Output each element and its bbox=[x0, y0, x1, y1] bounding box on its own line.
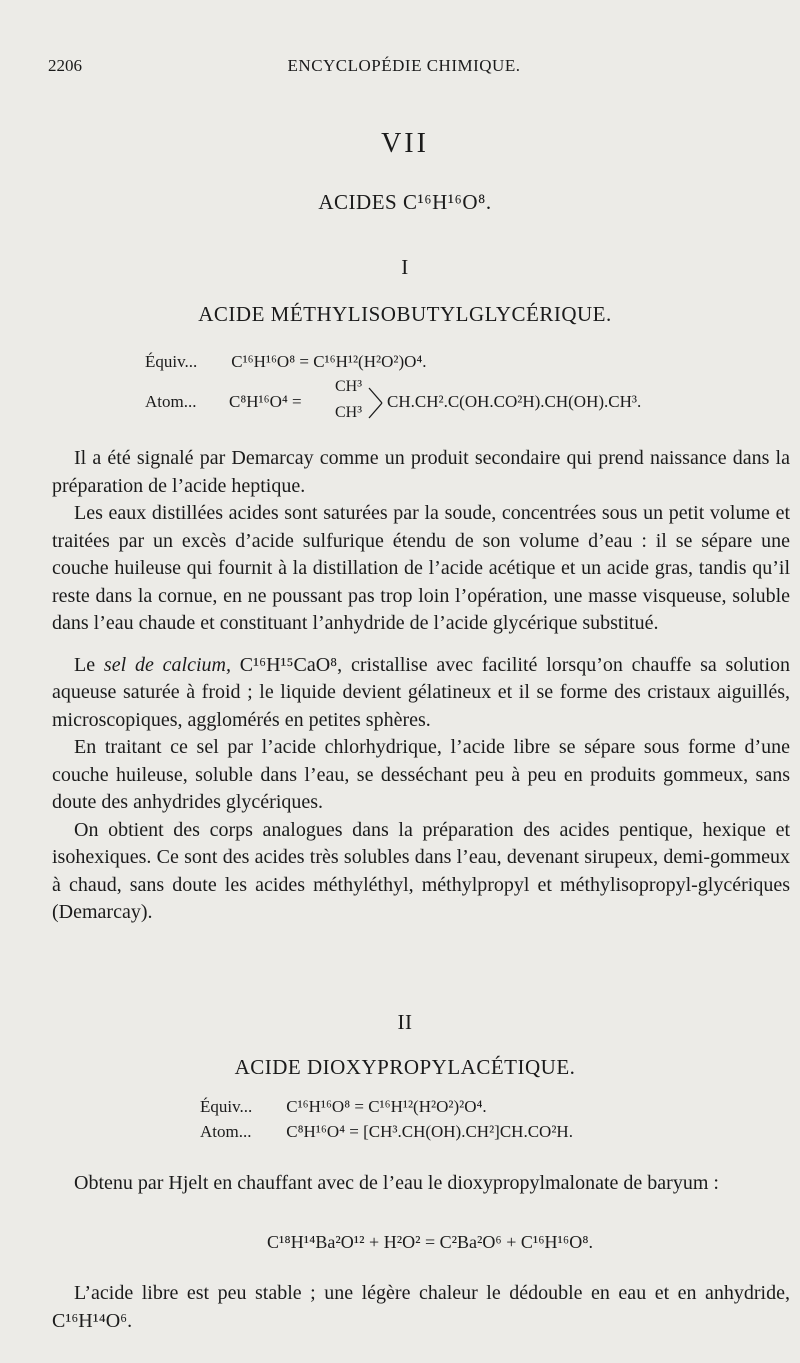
subsection-number: I bbox=[401, 255, 409, 279]
body-text-section-2a bbox=[52, 1170, 790, 1198]
running-title: ENCYCLOPÉDIE CHIMIQUE. bbox=[287, 56, 521, 75]
calcium-italic: sel de calcium, bbox=[103, 653, 231, 676]
atom-label: Atom... bbox=[145, 392, 197, 411]
subsection-title: ACIDE MÉTHYLISOBUTYLGLYCÉRIQUE. bbox=[198, 302, 612, 326]
paragraph-origin: Il a été signalé par Demarcay comme un produit secondaire qui prend naissance dans la préparation de l’acide heptique. bbox=[52, 447, 790, 497]
branch-bracket-icon bbox=[368, 386, 386, 420]
paragraph-calcium-salt bbox=[52, 652, 790, 735]
equiv-formula-line bbox=[145, 352, 427, 372]
paragraph-stability: L’acide libre est peu stable ; une légère chaleur le dédouble en eau et en anhydride, C¹⁶H¹⁴O⁶. bbox=[52, 1282, 790, 1332]
reaction-equation: C¹⁸H¹⁴Ba²O¹² + H²O² = C²Ba²O⁶ + C¹⁶H¹⁶O⁸. bbox=[267, 1232, 593, 1252]
subsection-number-2: II bbox=[397, 1010, 413, 1034]
atom-lhs: C⁸H¹⁶O⁴ = bbox=[229, 392, 302, 411]
body-text-section-2b bbox=[52, 1280, 790, 1335]
page-number: 2206 bbox=[48, 56, 82, 75]
paragraph-preparation: Les eaux distillées acides sont saturées par la soude, concentrées sous un petit volume et traitées par un excès d’acide sulfurique étendu de son volume d’eau : il se sépare une couche huileuse qui fournit à la distillation de l’acide acétique et un acide gras, tandis qu’il reste dans la cornue, en ne poussant pas trop loin l’opération, une masse visqueuse, soluble dans l’eau chaude et constituant l’anhydride de l’acide glycérique substitué. bbox=[52, 502, 790, 634]
running-header bbox=[48, 56, 760, 82]
paragraph-hjelt: Obtenu par Hjelt en chauffant avec de l’eau le dioxypropylmalonate de baryum : bbox=[74, 1172, 719, 1194]
atom-rhs: CH.CH².C(OH.CO²H).CH(OH).CH³. bbox=[387, 392, 642, 411]
atom-label-2: Atom... bbox=[200, 1122, 252, 1141]
atom-branch-bottom: CH³ bbox=[335, 404, 363, 421]
equiv-formula-2: C¹⁶H¹⁶O⁸ = C¹⁶H¹²(H²O²)²O⁴. bbox=[286, 1097, 487, 1116]
subsection-title-2: ACIDE DIOXYPROPYLACÉTIQUE. bbox=[234, 1055, 576, 1079]
equiv-formula-line-2 bbox=[200, 1097, 487, 1117]
paragraph-analogues: On obtient des corps analogues dans la préparation des acides pentique, hexique et isohexiques. Ce sont des acides très solubles dans l’eau, devenant sirupeux, demi-gommeux à chaud, sans doute les acides méthyléthyl, méthylpropyl et méthylisopropyl-glycériques (Demarcay). bbox=[52, 818, 790, 923]
calcium-intro: Le bbox=[74, 653, 104, 676]
atom-branch-top: CH³ bbox=[335, 378, 363, 395]
equiv-formula: C¹⁶H¹⁶O⁸ = C¹⁶H¹²(H²O²)O⁴. bbox=[231, 352, 427, 371]
section-number: VII bbox=[381, 128, 429, 159]
paragraph-hydrochloric: En traitant ce sel par l’acide chlorhydrique, l’acide libre se sépare sous forme d’une couche huileuse, soluble dans l’eau, se desséchant peu à peu en produits gommeux, sans doute des anhydrides glycériques. bbox=[52, 736, 790, 813]
equiv-label-2: Équiv... bbox=[200, 1097, 253, 1116]
body-text-section-1 bbox=[52, 445, 790, 927]
atom-formula-line-2 bbox=[200, 1122, 573, 1142]
equiv-label: Équiv... bbox=[145, 352, 198, 371]
atom-formula-2: C⁸H¹⁶O⁴ = [CH³.CH(OH).CH²]CH.CO²H. bbox=[286, 1122, 573, 1141]
section-title: ACIDES C¹⁶H¹⁶O⁸. bbox=[318, 190, 492, 214]
calcium-rest: C¹⁶H¹⁵CaO⁸, cristallise avec facilité lorsqu’on chauffe sa solution aqueuse saturée à froid ; le liquide devient gélatineux et il se forme des cristaux aiguillés, microscopiques, agglomérés en petites sphères. bbox=[52, 653, 791, 731]
